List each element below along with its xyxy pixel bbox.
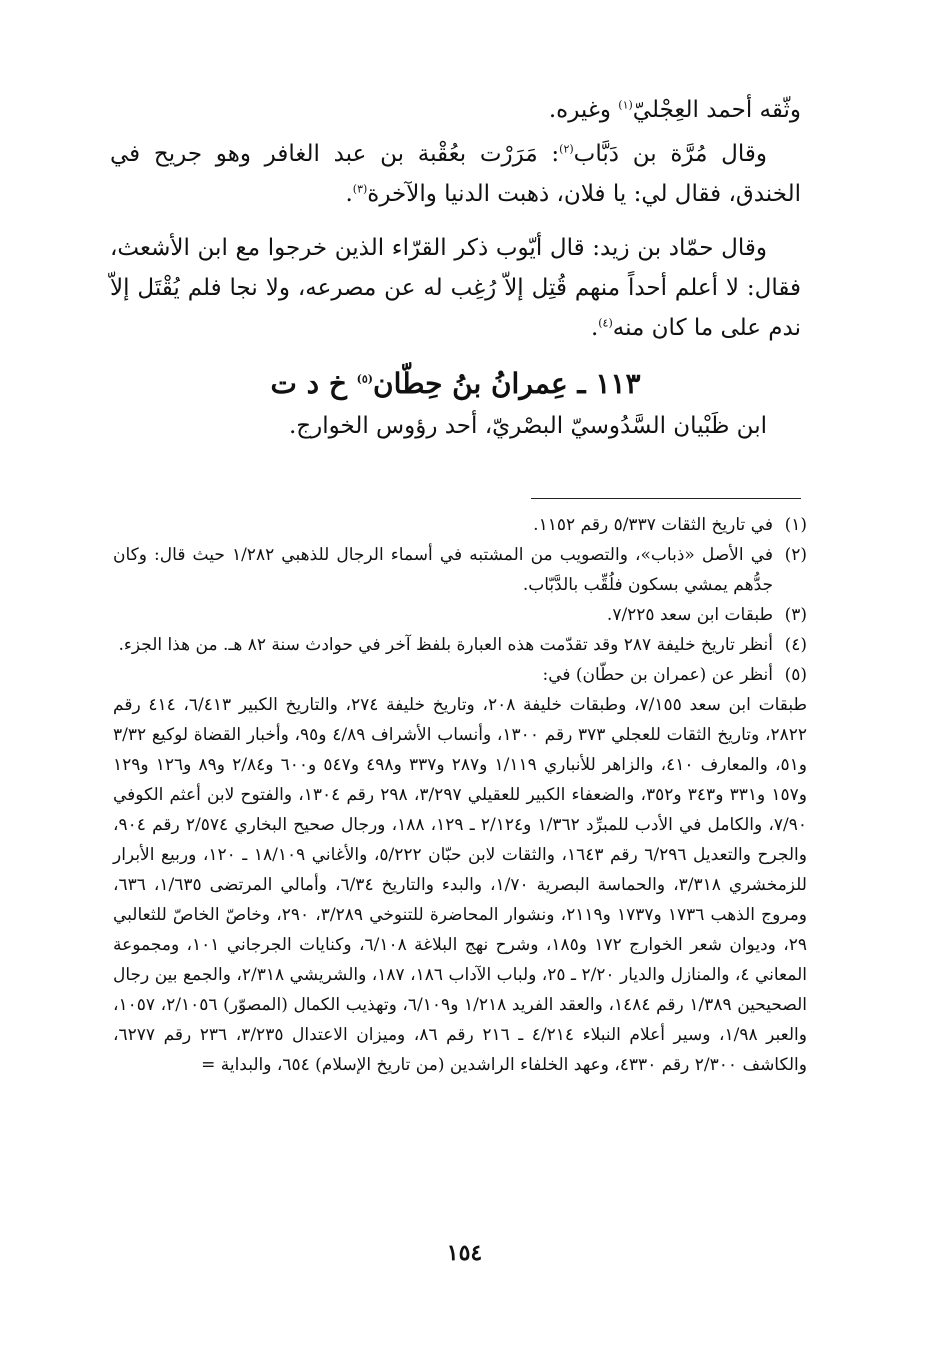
footnote-5-body: طبقات ابن سعد ٧/١٥٥، وطبقات خليفة ٢٠٨، وتاريخ خليفة ٢٧٤، والتاريخ الكبير ٦/٤١٣، ٤١٤ رقم ٢٨٢٢، وتاريخ الثقات للعجلي ٣٧٣ رقم ١٣٠٠، وأنساب الأشراف ٤/٨٩ و٩٥، وأخبار القضاة لوكيع ٣/٣٢ و٥١، والمعارف ٤١٠، والزاهر للأنباري ١/١١٩ و٢٨٧ و٣٣٧ و٤٩٨ و٥٤٧ و٦٠٠ و٢/٨٤ و٨٩ و١٢٦ و١٢٩ و١٥٧ و٣٣١ و٣٤٣ و٣٥٢، والضعفاء الكبير للعقيلي ٣/٢٩٧، ٢٩٨ رقم ١٣٠٤، والفتوح لابن أعثم الكوفي ٧/٩٠، والكامل في الأدب للمبرِّد ١/٣٦٢ و٢/١٢٤ ـ ١٢٩، ١٨٨، ورجال صحيح البخاري ٢/٥٧٤ رقم ٩٠٤، والجرح والتعديل ٦/٢٩٦ رقم ١٦٤٣، والثقات لابن حبّان ٥/٢٢٢، والأغاني ١٨/١٠٩ ـ ١٢٠، وربيع الأبرار للزمخشري ٣/٣١٨، والحماسة البصرية ١/٧٠، والبدء والتاريخ ٦/٣٤، وأمالي المرتضى ١/٦٣٥، ٦٣٦، ومروج الذهب ١٧٣٦ و١٧٣٧ و٢١١٩، ونشوار المحاضرة للتنوخي ٣/٢٨٩، ٢٩٠، وخاصّ الخاصّ للثعالبي ٢٩، وديوان شعر الخوارج ١٧٢ و١٨٥، وشرح نهج البلاغة ٦/١٠٨، وكنايات الجرجاني ١٠١، ومجموعة المعاني ٤، والمنازل والديار ٢/٢٠ ـ ٢٥، ولباب الآداب ١٨٦، ١٨٧، والشريشي ٢/٣١٨، والجمع بين رجال الصحيحين ١/٣٨٩ رقم ١٤٨٤، والعقد الفريد ١/٢١٨ و٦/١٠٩، وتهذيب الكمال (المصوّر) ٢/١٠٥٦، ١٠٥٧، والعبر ١/٩٨، وسير أعلام النبلاء ٤/٢١٤ ـ ٢١٦ رقم ٨٦، وميزان الاعتدال ٣/٢٣٥، ٢٣٦ رقم ٦٢٧٧، والكاشف ٢/٣٠٠ رقم ٤٣٣٠، وعهد الخلفاء الراشدين (من تاريخ الإسلام) ٦٥٤، والبداية = <box>113 695 808 1075</box>
page-number: ١٥٤ <box>446 1240 483 1266</box>
paragraph-murra <box>110 134 801 214</box>
footnote-text: طبقات ابن سعد ٧/٢٢٥. <box>606 605 773 625</box>
footnote-ref-1[interactable]: (١) <box>618 98 633 112</box>
footnote-text: في تاريخ الثقات ٥/٣٣٧ رقم ١١٥٢. <box>533 515 773 535</box>
footnote-text: أنظر تاريخ خليفة ٢٨٧ وقد تقدّمت هذه العبارة بلفظ آخر في حوادث سنة ٨٢ هـ. من هذا الجزء. <box>118 635 773 655</box>
footnote-ref-5[interactable]: (٥) <box>356 372 374 386</box>
footnote-ref-2[interactable]: (٢) <box>559 142 574 156</box>
entry-heading <box>110 362 801 406</box>
footnote-3 <box>113 600 807 630</box>
text-fragment: . <box>345 181 353 207</box>
text-fragment: : مَرَرْت بعُقْبة بن عبد الغافر وهو جريح في الخندق، فقال لي: يا فلان، ذهبت الدنيا والآخرة <box>110 141 801 207</box>
text-fragment: وغيره. <box>548 97 619 123</box>
footnote-number: (٢) <box>784 545 807 565</box>
footnote-number: (٥) <box>784 665 807 685</box>
main-text <box>110 90 801 446</box>
footnotes <box>113 510 807 1080</box>
footnote-4 <box>113 630 807 660</box>
text-fragment: وقال حمّاد بن زيد: قال أيّوب ذكر القرّاء الذين خرجوا مع ابن الأشعث، فقال: لا أعلم أحداً منهم قُتِل إلاّ رُغِب له عن مصرعه، ولا نجا فلم يُقْتَل إلاّ ندم على ما كان منه <box>110 235 801 341</box>
text-line-ahmad <box>110 90 801 130</box>
paragraph-hammad <box>110 228 801 348</box>
text-fragment: وقال مُرَّة بن دَبَّاب <box>573 141 767 167</box>
footnote-number: (٣) <box>784 605 807 625</box>
footnote-number: (٤) <box>784 635 807 655</box>
footnote-5 <box>113 660 807 690</box>
entry-subline: ابن ظَبْيان السَّدُوسيّ البصْريّ، أحد رؤوس الخوارج. <box>288 413 767 439</box>
entry-sigla: خ د ت <box>270 367 357 400</box>
footnote-text: أنظر عن (عمران بن حطّان) في: <box>542 665 773 685</box>
footnote-number: (١) <box>784 515 807 535</box>
footnote-ref-3[interactable]: (٣) <box>352 182 368 196</box>
footnote-text: في الأصل «ذباب»، والتصويب من المشتبه في أسماء الرجال للذهبي ١/٢٨٢ حيث قال: وكان جدُّهم يمشي بسكون فلُقِّب بالدَّبّاب. <box>113 545 773 595</box>
footnote-divider <box>531 498 801 499</box>
footnote-2 <box>113 540 807 600</box>
footnote-1 <box>113 510 807 540</box>
footnote-ref-4[interactable]: (٤) <box>598 316 613 330</box>
text-fragment: وثّقه أحمد العِجْليّ <box>632 97 801 123</box>
text-fragment: . <box>590 315 599 341</box>
entry-title: ١١٣ ـ عِمرانُ بنُ حِطّان <box>373 367 641 400</box>
